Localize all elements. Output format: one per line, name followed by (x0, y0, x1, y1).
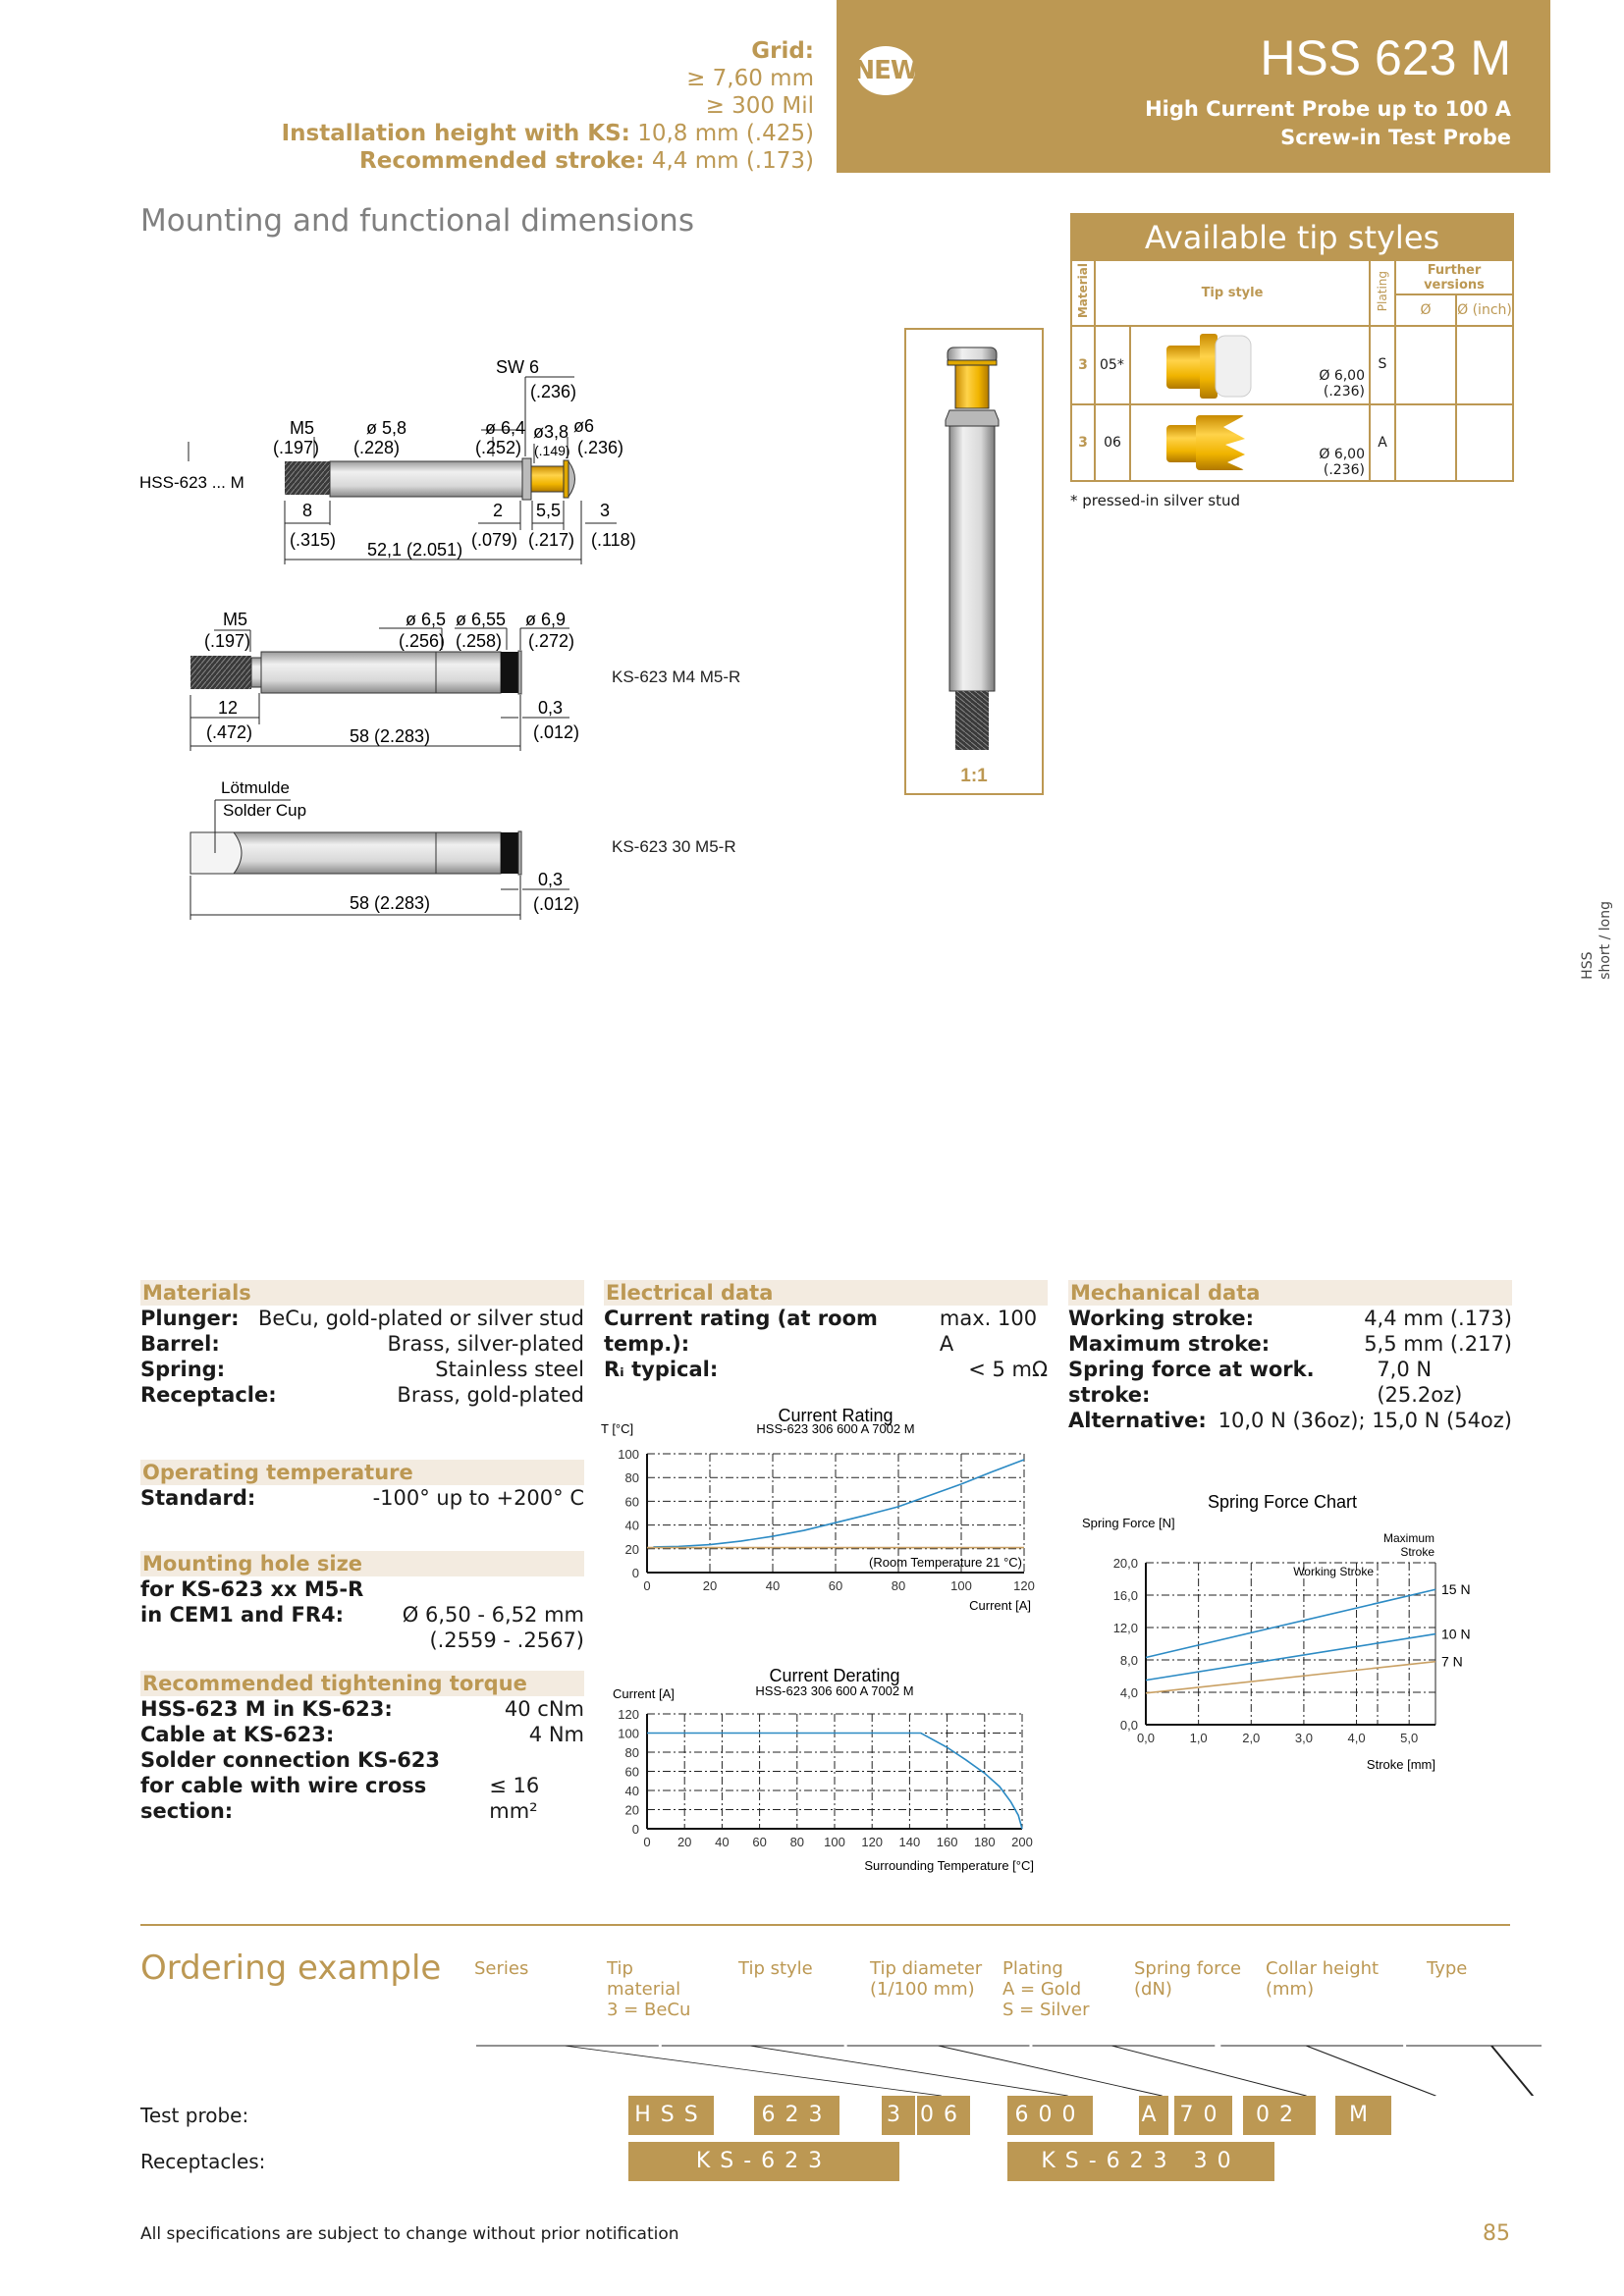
y-tick-label: 0 (631, 1566, 639, 1580)
series-label: 15 N (1441, 1581, 1471, 1598)
test-probe-code-box: 06 (917, 2096, 970, 2135)
x-tick-label: 20 (677, 1835, 692, 1849)
spec-value: BeCu, gold-plated or silver stud (257, 1307, 584, 1330)
y-tick-label: 20,0 (1112, 1556, 1138, 1571)
col-plating: Plating (1376, 270, 1389, 312)
receptacles-label: Receptacles: (140, 2150, 266, 2173)
ordering-connector (750, 2046, 1068, 2096)
dim-d65: ø 6,5 (406, 610, 447, 629)
receptacle-code-box: KS-623 30 M5-R (1007, 2142, 1274, 2181)
col-material: Material (1076, 263, 1090, 319)
series-line-2 (1146, 1662, 1435, 1693)
grid-label: Grid: (751, 38, 814, 64)
x-tick-label: 120 (861, 1835, 884, 1849)
test-probe-code-box: 02 (1243, 2096, 1316, 2135)
mounting-hole-title: Mounting hole size (140, 1551, 584, 1576)
tip-further-dia (1395, 404, 1456, 481)
grid-mil: ≥ 300 Mil (705, 93, 814, 119)
tip-code: 06 (1095, 404, 1130, 481)
dim-l3: 3 (600, 501, 611, 520)
x-tick-label: 80 (789, 1835, 805, 1849)
chart-title: Current Derating (769, 1666, 900, 1685)
test-probe-code-box: 70 (1174, 2096, 1232, 2135)
x-tick-label: 140 (898, 1835, 921, 1849)
probe-vertical-image (906, 330, 1042, 762)
section-title: Mounting and functional dimensions (140, 203, 694, 239)
x-tick-label: 60 (828, 1578, 843, 1593)
spec-key: Receptacle: (140, 1383, 277, 1407)
spec-value: 4 Nm (528, 1723, 584, 1746)
ordering-column-line: Plating (1002, 1958, 1063, 1979)
tip-05-image (1155, 328, 1282, 402)
x-tick-label: 100 (950, 1578, 972, 1593)
spec-value: 7,0 N (25.2oz) (1377, 1358, 1463, 1407)
x-tick-label: 40 (765, 1578, 781, 1593)
dim-d38-in: (.149) (534, 443, 570, 458)
tip-material: 3 (1071, 404, 1095, 481)
tip-row[interactable] (1071, 326, 1513, 404)
y-tick-label: 12,0 (1112, 1621, 1138, 1635)
x-tick-label: 160 (936, 1835, 958, 1849)
spec-key: Spring: (140, 1358, 226, 1381)
mechanical-block (1068, 1280, 1512, 1433)
series-line-1 (1146, 1634, 1435, 1681)
dim-m5: M5 (290, 418, 315, 438)
dim-l12-in: (.472) (206, 722, 253, 742)
spec-key: Cable at KS-623: (140, 1723, 335, 1746)
test-probe-code-box: A (1139, 2096, 1168, 2135)
ordering-connector-lines (461, 2022, 1542, 2101)
x-tick-label: 80 (891, 1578, 906, 1593)
stroke-value: 4,4 mm (.173) (651, 148, 814, 174)
y-tick-label: 8,0 (1119, 1653, 1138, 1668)
spec-row (140, 1306, 584, 1331)
spec-row (140, 1485, 584, 1511)
scale-box (904, 328, 1044, 795)
spec-row (140, 1576, 584, 1602)
x-axis-label: Surrounding Temperature [°C] (864, 1858, 1034, 1873)
spec-value: max. 100 A (939, 1307, 1038, 1356)
tip (568, 461, 575, 497)
col-further-versions: Further versions (1395, 260, 1513, 294)
mounting-hole-block (140, 1551, 584, 1653)
tip-further-dia-inch (1456, 326, 1513, 404)
ks-m5-drawing (128, 599, 638, 766)
series-label: 7 N (1441, 1653, 1463, 1670)
spec-row (604, 1306, 1048, 1357)
spec-key: Alternative: (1068, 1409, 1207, 1432)
dim-d69: ø 6,9 (525, 610, 567, 629)
new-badge: NEW (856, 46, 915, 95)
y-tick-label: 20 (624, 1541, 639, 1557)
ordering-column-line: (mm) (1266, 1979, 1315, 2000)
chart-subtitle: HSS-623 306 600 A 7002 M (756, 1421, 915, 1436)
dim-l03-in: (.012) (533, 894, 580, 914)
ordering-title: Ordering example (140, 1949, 442, 1988)
subtitle-line-2: Screw-in Test Probe (1280, 126, 1511, 149)
y-axis-label: Current [A] (613, 1686, 675, 1701)
chart-title: Current Rating (778, 1406, 893, 1425)
receptacle-flange (518, 651, 521, 694)
spec-value: -100° up to +200° C (372, 1486, 584, 1510)
y-tick-label: 0 (631, 1822, 639, 1837)
x-tick-label: 20 (702, 1578, 718, 1593)
dim-m5: M5 (223, 610, 248, 629)
y-tick-label: 60 (624, 1764, 639, 1780)
x-axis-label: Stroke [mm] (1366, 1757, 1435, 1772)
spec-value: Stainless steel (435, 1358, 584, 1381)
spec-key: Standard: (140, 1486, 256, 1510)
dim-l8: 8 (302, 501, 313, 520)
y-tick-label: 120 (618, 1707, 639, 1722)
x-tick-label: 1,0 (1189, 1731, 1208, 1745)
ordering-connector (939, 2046, 1163, 2096)
spec-key: Spring force at work. stroke: (1068, 1358, 1315, 1407)
dim-l12: 12 (218, 698, 239, 718)
dim-d58: ø 5,8 (366, 418, 407, 438)
ordering-column-line: Type (1427, 1958, 1468, 1979)
solder-cup (190, 832, 242, 874)
tip-plating: A (1370, 404, 1395, 481)
ordering-connector (1491, 2046, 1533, 2096)
dim-d58-in: (.228) (353, 438, 401, 457)
ordering-column-line: (1/100 mm) (870, 1979, 975, 2000)
dim-l03: 0,3 (538, 698, 564, 718)
y-tick-label: 0,0 (1119, 1718, 1138, 1733)
spec-value: 10,0 N (36oz); 15,0 N (54oz) (1218, 1409, 1512, 1432)
dim-l03: 0,3 (538, 870, 564, 889)
dim-sw: SW 6 (496, 357, 540, 377)
y-tick-label: 80 (624, 1470, 639, 1486)
current-rating-chart (599, 1404, 1051, 1639)
spec-row (140, 1773, 584, 1824)
spec-key: Maximum stroke: (1068, 1332, 1271, 1356)
dim-d64-in: (.252) (475, 438, 522, 457)
current-derating-chart (599, 1664, 1051, 1899)
x-tick-label: 3,0 (1294, 1731, 1313, 1745)
ordering-column-line: (dN) (1134, 1979, 1172, 2000)
tip-plating: S (1370, 326, 1395, 404)
ordering-column (1134, 1958, 1241, 2000)
tip-dia-in: (.236) (1323, 462, 1365, 478)
electrical-block (604, 1280, 1048, 1382)
mechanical-title: Mechanical data (1068, 1280, 1512, 1306)
ordering-column (870, 1958, 982, 2000)
dim-l2: 2 (493, 501, 504, 520)
ordering-column (474, 1958, 528, 1979)
tip-further-dia (1395, 326, 1456, 404)
spec-row (1068, 1331, 1512, 1357)
dim-l03-in: (.012) (533, 722, 580, 742)
spring-force-chart (1070, 1492, 1542, 1796)
tip-06-image (1155, 411, 1282, 472)
receptacle-knurl (501, 832, 518, 874)
spec-key: Working stroke: (1068, 1307, 1255, 1330)
ordering-column (1427, 1958, 1467, 1979)
col-dia-inch: Ø (inch) (1456, 294, 1513, 326)
stroke-label: Recommended stroke: (359, 148, 645, 174)
ordering-column-line: Tip diameter (870, 1958, 983, 1979)
spec-key: Barrel: (140, 1332, 220, 1356)
receptacle-collar (436, 652, 501, 693)
plunger (531, 466, 564, 492)
x-tick-label: 100 (824, 1835, 845, 1849)
ordering-column-line: 3 = BeCu (607, 2000, 691, 2020)
spec-row (140, 1722, 584, 1747)
ks-m5-label: KS-623 M4 M5-R (612, 667, 741, 686)
tip-styles-title: Available tip styles (1070, 213, 1514, 259)
side-tab[interactable] (1579, 901, 1614, 980)
hex-nut (522, 458, 531, 500)
col-dia: Ø (1395, 294, 1456, 326)
spec-key: for cable with wire cross section: (140, 1774, 427, 1823)
spec-row (140, 1357, 584, 1382)
spec-key: Solder connection KS-623 (140, 1748, 441, 1772)
electrical-title: Electrical data (604, 1280, 1048, 1306)
probe-label: HSS-623 ... M (139, 473, 244, 492)
test-probe-code-box: HSS (628, 2096, 714, 2135)
y-axis-label: Spring Force [N] (1082, 1516, 1175, 1530)
tip-footnote: * pressed-in silver stud (1070, 492, 1241, 509)
x-tick-label: 4,0 (1347, 1731, 1366, 1745)
product-name: HSS 623 M (1260, 30, 1511, 85)
x-tick-label: 5,0 (1400, 1731, 1419, 1745)
spec-row (140, 1747, 584, 1773)
x-tick-label: 180 (973, 1835, 996, 1849)
test-probe-code-box: 623 (754, 2096, 839, 2135)
ks-30-drawing (128, 771, 638, 928)
ordering-column-line: Tip (607, 1958, 633, 1979)
dim-l55: 5,5 (536, 501, 562, 520)
ordering-connector (565, 2046, 942, 2096)
cup-label-de: Lötmulde (221, 778, 290, 797)
tip-material: 3 (1071, 326, 1095, 404)
spec-row (1068, 1306, 1512, 1331)
spec-row (1068, 1408, 1512, 1433)
tip-code: 05* (1095, 326, 1130, 404)
side-tab-line-1: HSS (1580, 951, 1596, 980)
footer-note: All specifications are subject to change without prior notification (140, 2224, 679, 2244)
receptacle-flange (518, 831, 521, 875)
dim-sw-in: (.236) (530, 382, 577, 401)
dim-d655: ø 6,55 (456, 610, 507, 629)
dim-total: 58 (2.283) (350, 726, 431, 746)
tip-dia: Ø 6,00 (1319, 447, 1365, 462)
dim-total: 58 (2.283) (350, 893, 431, 913)
spec-value: (.2559 - .2567) (429, 1629, 584, 1652)
spec-value: 5,5 mm (.217) (1364, 1332, 1512, 1356)
subtitle-line-1: High Current Probe up to 100 A (1145, 97, 1511, 121)
receptacle-collar (436, 832, 501, 874)
max-stroke-label-2: Stroke (1400, 1545, 1435, 1559)
ordering-connector (1306, 2046, 1435, 2096)
series-line-0 (653, 1460, 1024, 1547)
spec-value: 4,4 mm (.173) (1364, 1307, 1512, 1330)
ordering-divider (140, 1924, 1510, 1926)
spec-value: ≤ 16 mm² (489, 1774, 540, 1823)
grid-info (282, 37, 814, 175)
ordering-column-line: S = Silver (1002, 2000, 1090, 2020)
spec-row (1068, 1357, 1512, 1408)
tip-further-dia-inch (1456, 404, 1513, 481)
grid-mm: ≥ 7,60 mm (686, 66, 814, 91)
probe-drawing (128, 353, 638, 609)
x-tick-label: 120 (1013, 1578, 1035, 1593)
dim-d65-in: (.256) (399, 631, 446, 651)
spec-value: 40 cNm (504, 1697, 584, 1721)
col-tip-style: Tip style (1095, 260, 1370, 326)
x-tick-label: 40 (715, 1835, 730, 1849)
product-subtitle (1145, 95, 1511, 152)
spec-value: < 5 mΩ (968, 1358, 1048, 1381)
dim-d655-in: (.258) (456, 631, 503, 651)
x-tick-label: 0,0 (1136, 1731, 1156, 1745)
spec-key: Current rating (at room temp.): (604, 1307, 878, 1356)
dim-d69-in: (.272) (528, 631, 575, 651)
tip-dia: Ø 6,00 (1319, 368, 1365, 384)
torque-title: Recommended tightening torque (140, 1671, 584, 1696)
receptacle-code-box: KS-623 M5M5-R (628, 2142, 899, 2181)
spec-row (140, 1628, 584, 1653)
tip-styles-table (1070, 259, 1514, 482)
spec-row (140, 1382, 584, 1408)
spec-key: for KS-623 xx M5-R (140, 1577, 364, 1601)
ordering-column-line: A = Gold (1002, 1979, 1082, 2000)
ordering-column (1266, 1958, 1379, 2000)
dim-l2-in: (.079) (471, 530, 518, 550)
operating-title: Operating temperature (140, 1460, 584, 1485)
barrel (330, 461, 522, 497)
spec-value: Brass, silver-plated (387, 1332, 584, 1356)
working-stroke-label: Working Stroke (1293, 1565, 1374, 1578)
materials-block (140, 1280, 584, 1408)
x-tick-label: 0 (643, 1578, 651, 1593)
scale-label: 1:1 (960, 766, 988, 786)
ordering-column-line: Tip style (738, 1958, 813, 1979)
spec-row (604, 1357, 1048, 1382)
y-tick-label: 80 (624, 1745, 639, 1760)
dim-d6: ø6 (573, 416, 595, 436)
x-tick-label: 2,0 (1242, 1731, 1261, 1745)
spec-row (140, 1331, 584, 1357)
spec-value: Brass, gold-plated (397, 1383, 584, 1407)
ordering-column (1002, 1958, 1090, 2020)
chart-subtitle: HSS-623 306 600 A 7002 M (755, 1683, 914, 1698)
tip-styles-panel (1070, 213, 1514, 509)
spec-row (140, 1696, 584, 1722)
test-probe-code-box: 600 (1007, 2096, 1093, 2135)
ordering-connector (1111, 2046, 1306, 2096)
spec-key: Plunger: (140, 1307, 240, 1330)
dim-d64: ø 6,4 (485, 418, 526, 438)
y-tick-label: 40 (624, 1518, 639, 1533)
y-tick-label: 100 (618, 1726, 639, 1741)
y-tick-label: 100 (618, 1447, 639, 1462)
x-axis-label: Current [A] (969, 1598, 1031, 1613)
materials-title: Materials (140, 1280, 584, 1306)
operating-block (140, 1460, 584, 1511)
install-label: Installation height with KS: (281, 121, 630, 146)
dim-m5-in: (.197) (273, 438, 320, 457)
collar (564, 460, 568, 498)
tip-row[interactable] (1071, 404, 1513, 481)
thread (190, 656, 251, 689)
receptacle-knurl (501, 652, 518, 693)
ks-30-label: KS-623 30 M5-R (612, 837, 736, 856)
x-tick-label: 60 (752, 1835, 767, 1849)
title-box (837, 0, 1550, 173)
spec-key: HSS-623 M in KS-623: (140, 1697, 393, 1721)
install-value: 10,8 mm (.425) (637, 121, 814, 146)
y-axis-label: T [°C] (601, 1421, 634, 1436)
dim-d38: ø3,8 (533, 422, 569, 442)
series-label: 10 N (1441, 1626, 1471, 1642)
y-tick-label: 20 (624, 1802, 639, 1818)
chart-title: Spring Force Chart (1207, 1492, 1358, 1512)
x-tick-label: 0 (643, 1835, 651, 1849)
neck (251, 658, 261, 687)
dim-l55-in: (.217) (528, 530, 575, 550)
receptacle-body (261, 652, 436, 693)
dim-l3-in: (.118) (591, 530, 636, 550)
y-tick-label: 16,0 (1112, 1588, 1138, 1603)
torque-block (140, 1671, 584, 1824)
annotation-room-temp: (Room Temperature 21 °C) (869, 1555, 1022, 1570)
series-line-0 (1146, 1589, 1435, 1657)
ordering-column (607, 1958, 690, 2020)
y-tick-label: 4,0 (1119, 1685, 1138, 1700)
page-number: 85 (1483, 2221, 1510, 2246)
spec-value: Ø 6,50 - 6,52 mm (402, 1603, 584, 1627)
spec-row (140, 1602, 584, 1628)
dim-total: 52,1 (2.051) (367, 540, 463, 560)
dim-d6-in: (.236) (577, 438, 624, 457)
ordering-column-line: Series (474, 1958, 529, 1979)
y-tick-label: 40 (624, 1784, 639, 1798)
ordering-column-line: Spring force (1134, 1958, 1242, 1979)
max-stroke-label-1: Maximum (1382, 1531, 1435, 1545)
dim-m5-in: (.197) (204, 631, 251, 651)
ordering-column-line: Collar height (1266, 1958, 1380, 1979)
cup-label-en: Solder Cup (223, 801, 307, 820)
x-tick-label: 200 (1011, 1835, 1033, 1849)
spec-key: in CEM1 and FR4: (140, 1603, 345, 1627)
ordering-column-line: material (607, 1979, 681, 2000)
side-tab-line-2: short / long (1597, 901, 1613, 980)
ordering-column (738, 1958, 813, 1979)
test-probe-label: Test probe: (140, 2104, 249, 2127)
y-tick-label: 60 (624, 1494, 639, 1510)
dim-l8-in: (.315) (290, 530, 337, 550)
spec-key: Rᵢ typical: (604, 1358, 719, 1381)
tip-dia-in: (.236) (1323, 384, 1365, 400)
thread (285, 461, 330, 495)
test-probe-code-box: M (1335, 2096, 1391, 2135)
test-probe-code-box: 3 (882, 2096, 915, 2135)
